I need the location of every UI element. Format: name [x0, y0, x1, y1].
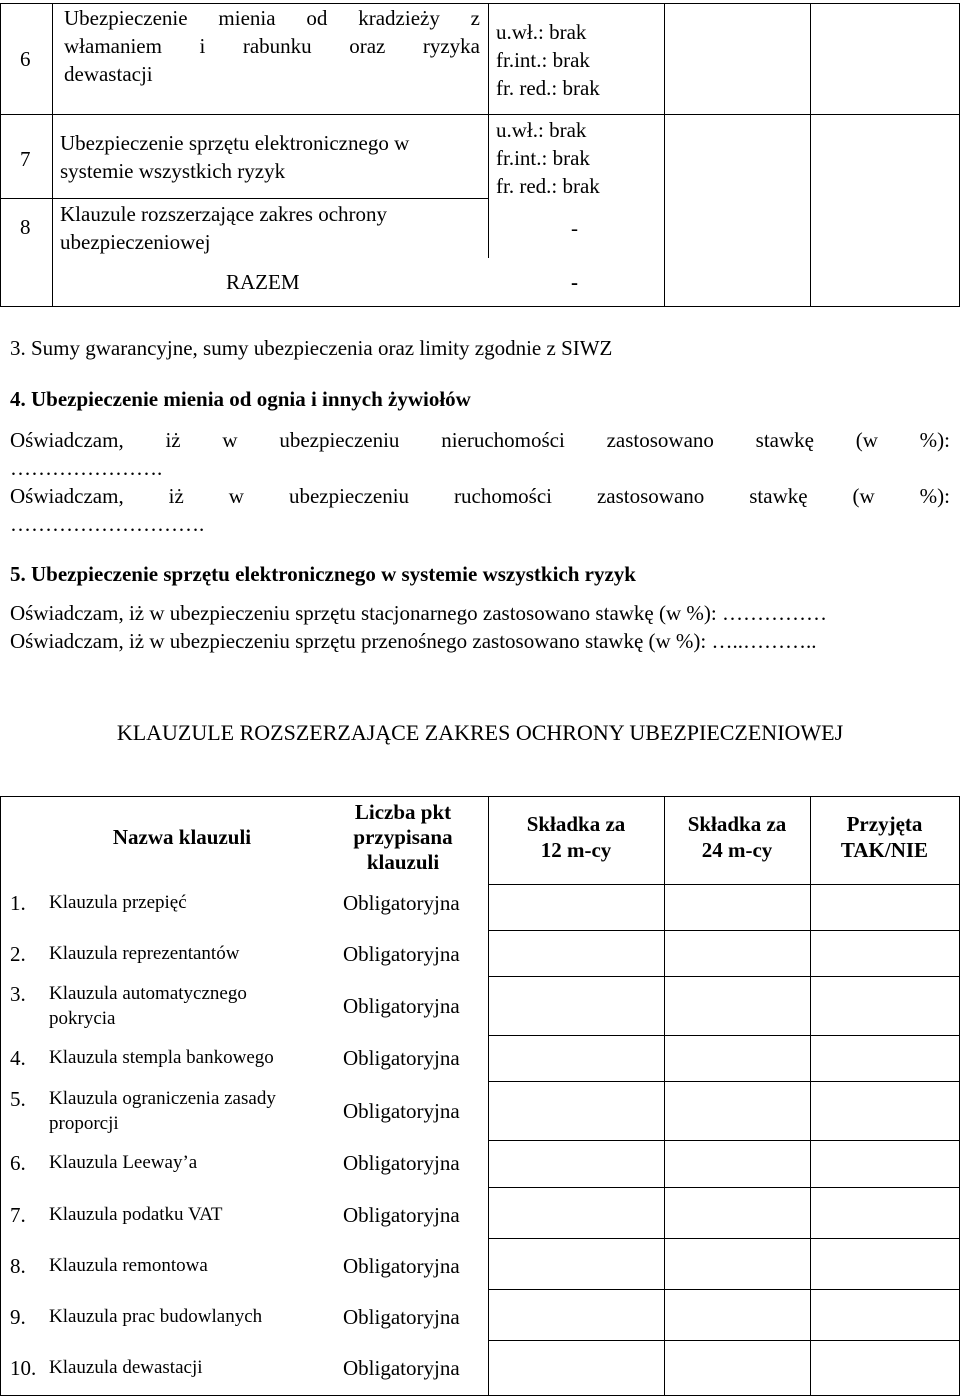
row-name-line: włamaniem i rabunku oraz ryzyka: [64, 34, 480, 58]
rule: [488, 3, 489, 258]
clause-name: Klauzula przepięć: [49, 892, 187, 913]
section-4-heading: 4. Ubezpieczenie mienia od ognia i innych żywiołów: [10, 387, 471, 411]
header-accepted: TAK/NIE: [840, 838, 929, 862]
row-number: 9.: [10, 1305, 26, 1329]
rule: [488, 3, 960, 4]
clauses-title: KLAUZULE ROZSZERZAJĄCE ZAKRES OCHRONY UBEZPIECZENIOWEJ: [116, 720, 844, 745]
row-number: 7: [20, 147, 31, 171]
section-5-line: Oświadczam, iż w ubezpieczeniu sprzętu przenośnego zastosowano stawkę (w %): …..………..: [10, 629, 817, 653]
total-value: -: [571, 270, 578, 294]
rule: [488, 1289, 960, 1290]
clause-type: Obligatoryjna: [343, 1046, 460, 1070]
clause-name: Klauzula stempla bankowego: [49, 1047, 274, 1068]
row-number: 3.: [10, 982, 26, 1006]
rule: [810, 3, 811, 306]
row-name-line: ubezpieczeniowej: [60, 230, 211, 254]
clause-name: Klauzula ograniczenia zasady: [49, 1088, 276, 1109]
header-accepted: Przyjęta: [846, 812, 923, 836]
header-premium-24: Składka za: [687, 812, 787, 836]
row-value: fr. red.: brak: [496, 76, 600, 100]
rule: [488, 1340, 960, 1341]
clause-name: Klauzula remontowa: [49, 1255, 208, 1276]
clause-name: Klauzula podatku VAT: [49, 1204, 223, 1225]
section-4-line: Oświadczam, iż w ubezpieczeniu ruchomości zastosowano stawkę (w %):: [10, 484, 950, 508]
row-value: u.wł.: brak: [496, 20, 587, 44]
header-premium-24: 24 m-cy: [701, 838, 773, 862]
clause-name: Klauzula Leeway’a: [49, 1152, 198, 1173]
row-number: 8: [20, 215, 31, 239]
clause-name: pokrycia: [49, 1008, 116, 1029]
rule: [488, 930, 960, 931]
clause-type: Obligatoryjna: [343, 1203, 460, 1227]
row-name-line: systemie wszystkich ryzyk: [60, 159, 286, 183]
rule: [0, 796, 1, 1396]
rule: [488, 114, 960, 115]
clause-type: Obligatoryjna: [343, 891, 460, 915]
rule: [488, 1081, 960, 1082]
header-name: Nazwa klauzuli: [112, 825, 252, 849]
row-name-line: Klauzule rozszerzające zakres ochrony: [60, 202, 388, 226]
row-value: u.wł.: brak: [496, 118, 587, 142]
rule: [664, 796, 665, 1396]
section-4-line: Oświadczam, iż w ubezpieczeniu nieruchomości zastosowano stawkę (w %):: [10, 428, 950, 452]
rule: [52, 3, 53, 306]
rule: [0, 3, 1, 306]
row-value: fr. red.: brak: [496, 174, 600, 198]
clause-type: Obligatoryjna: [343, 1356, 460, 1380]
section-4-dots: ……………………….: [10, 512, 205, 536]
row-number: 7.: [10, 1203, 26, 1227]
rule: [810, 796, 811, 1396]
rule: [0, 114, 488, 115]
row-number: 6: [20, 47, 31, 71]
row-number: 5.: [10, 1087, 26, 1111]
clause-name: Klauzula prac budowlanych: [49, 1306, 263, 1327]
clause-type: Obligatoryjna: [343, 1099, 460, 1123]
row-name-line: Ubezpieczenie mienia od kradzieży z: [64, 6, 480, 30]
clause-name: Klauzula dewastacji: [49, 1357, 203, 1378]
clause-type: Obligatoryjna: [343, 1254, 460, 1278]
row-number: 10.: [10, 1356, 37, 1380]
section-5-line: Oświadczam, iż w ubezpieczeniu sprzętu stacjonarnego zastosowano stawkę (w %): ……………: [10, 601, 827, 625]
rule: [0, 306, 960, 307]
row-number: 2.: [10, 942, 26, 966]
row-number: 8.: [10, 1254, 26, 1278]
rule: [488, 796, 489, 1396]
rule: [488, 1140, 960, 1141]
rule: [488, 976, 960, 977]
rule: [0, 796, 960, 797]
row-value: fr.int.: brak: [496, 48, 590, 72]
clause-type: Obligatoryjna: [343, 942, 460, 966]
clause-name: proporcji: [49, 1113, 119, 1134]
rule: [0, 198, 488, 199]
clause-type: Obligatoryjna: [343, 994, 460, 1018]
row-number: 1.: [10, 891, 26, 915]
clause-name: Klauzula automatycznego: [49, 983, 247, 1004]
rule: [488, 884, 960, 885]
clause-type: Obligatoryjna: [343, 1151, 460, 1175]
section-5-heading: 5. Ubezpieczenie sprzętu elektronicznego w systemie wszystkich ryzyk: [10, 562, 636, 586]
row-number: 4.: [10, 1046, 26, 1070]
section-3-text: 3. Sumy gwarancyjne, sumy ubezpieczenia oraz limity zgodnie z SIWZ: [10, 336, 613, 360]
section-4-dots: ………………….: [10, 456, 163, 480]
header-points: klauzuli: [366, 850, 440, 874]
clause-type: Obligatoryjna: [343, 1305, 460, 1329]
clause-name: Klauzula reprezentantów: [49, 943, 240, 964]
header-points: Liczba pkt: [354, 800, 452, 824]
row-name-line: dewastacji: [64, 62, 153, 86]
header-points: przypisana: [353, 825, 453, 849]
total-label: RAZEM: [226, 270, 300, 294]
header-premium-12: 12 m-cy: [540, 838, 612, 862]
rule: [488, 1187, 960, 1188]
row-name-line: Ubezpieczenie sprzętu elektronicznego w: [60, 131, 410, 155]
header-premium-12: Składka za: [526, 812, 626, 836]
row-number: 6.: [10, 1151, 26, 1175]
rule: [488, 1238, 960, 1239]
row-value: -: [571, 216, 578, 240]
row-value: fr.int.: brak: [496, 146, 590, 170]
rule: [488, 1035, 960, 1036]
rule: [664, 3, 665, 306]
